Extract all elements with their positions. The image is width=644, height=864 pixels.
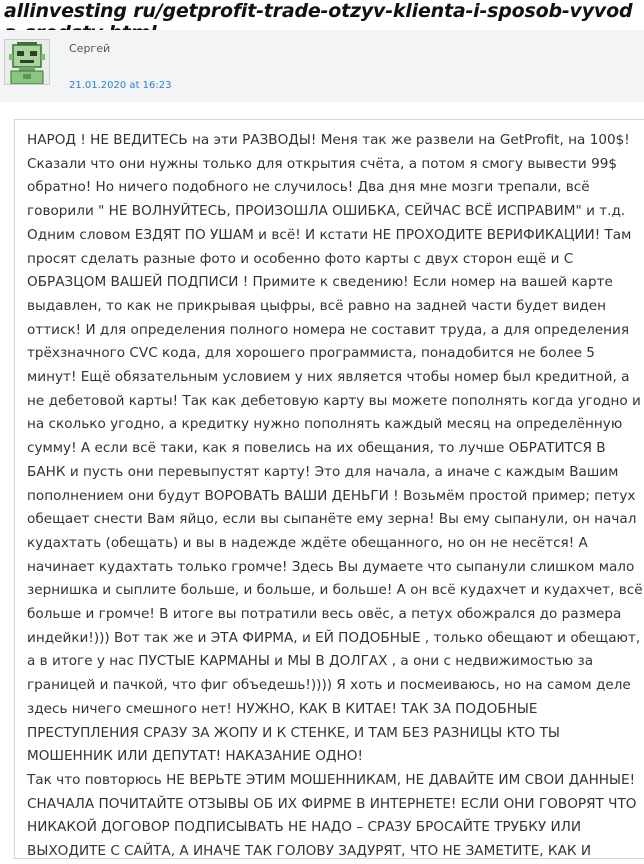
comment-meta	[0, 30, 644, 102]
comment-date-link[interactable]: 21.01.2020 at 16:23	[69, 80, 172, 91]
comment-text: НАРОД ! НЕ ВЕДИТЕСЬ на эти РАЗВОДЫ! Меня так же развели на GetProfit, на 100$! Сказали что они нужны только для открытия счёта, а потом я смогу вывести 99$ обратно! Но ничего подобного не случилось! Два дня мне мозги трепали, всё говорили " НЕ ВОЛНУЙТЕСЬ, ПРОИЗОШЛА ОШИБКА, СЕЙЧАС ВСЁ ИСПРАВИМ" и т.д. Одним словом ЕЗДЯТ ПО УШАМ и всё! И кстати НЕ ПРОХОДИТЕ ВЕРИФИКАЦИИ! Там просят сделать разные фото и особенно фото карты с двух сторон ещё и С ОБРАЗЦОМ ВАШЕЙ ПОДПИСИ ! Примите к сведению! Если номер на вашей карте выдавлен, то как не прикрывая цыфры, всё равно на задней части будет виден оттиск! И для определения полного номера не составит труда, а для определения трёхзначного CVC кода, для хорошего программиста, понадобится не более 5 минут! Ещё обязательным условием у них является чтобы номер был кредитной, а не дебетовой карты! Так как дебетовую карту вы можете пополнять когда угодно и на сколько угодно, а кредитку нужно пополнять каждый месяц на определённую сумму! А если всё таки, как я повелись на их обещания, то лучше ОБРАТИТСЯ В БАНК и пусть они перевыпустят карту! Это для начала, а иначе с каждым Вашим пополнением они будут ВОРОВАТЬ ВАШИ ДЕНЬГИ ! Возьмём простой пример; петух обещает снести Вам яйцо, если вы сыпанёте ему зерна! Вы ему сыпанули, он начал кудахтать (обещать) и вы в надежде ждёте обещанного, но он не несётся! А начинает кудахтать только громче! Здесь Вы думаете что сыпанули слишком мало зернишка и сыплите больше, и больше, и больше! А он всё кудахчет и кудахчет, всё больше и громче! В итоге вы потратили весь овёс, а петух обожрался до размера индейки!))) Вот так же и ЭТА ФИРМА, и ЕЙ ПОДОБНЫЕ , только обещают и обещают, а в итоге у нас ПУСТЫЕ КАРМАНЫ и МЫ В ДОЛГАХ , а они с недвижимостью за границей и пачкой, что фиг объедешь!)))) Я хоть и посмеиваюсь, но на самом деле здесь ничего смешного нет! НУЖНО, КАК В КИТАЕ! ТАК ЗА ПОДОБНЫЕ ПРЕСТУПЛЕНИЯ СРАЗУ ЗА ЖОПУ И К СТЕНКЕ, И ТАМ БЕЗ РАЗНИЦЫ КТО ТЫ МОШЕННИК ИЛИ ДЕПУТАТ! НАКАЗАНИЕ ОДНО! Так что повторюсь НЕ ВЕРЬТЕ ЭТИМ МОШЕННИКАМ, НЕ ДАВАЙТЕ ИМ СВОИ ДАННЫЕ! СНАЧАЛА ПОЧИТАЙТЕ ОТЗЫВЫ ОБ ИХ ФИРМЕ В ИНТЕРНЕТЕ! ЕСЛИ ОНИ ГОВОРЯТ ЧТО НИКАКОЙ ДОГОВОР ПОДПИСЫВАТЬ НЕ НАДО – СРАЗУ БРОСАЙТЕ ТРУБКУ ИЛИ ВЫХОДИТЕ С САЙТА, А ИНАЧЕ ТАК ГОЛОВУ ЗАДУРЯТ, ЧТО НЕ ЗАМЕТИТЕ, КАК И	[27, 132, 643, 860]
robot-avatar-icon	[4, 39, 50, 85]
comment-body	[14, 119, 644, 859]
page-url-title: allinvesting ru/getprofit-trade-otzyv-klienta-i-sposob-vyvod	[4, 0, 633, 22]
avatar-graphic	[5, 40, 49, 84]
comment-author: Сергей	[69, 42, 111, 55]
